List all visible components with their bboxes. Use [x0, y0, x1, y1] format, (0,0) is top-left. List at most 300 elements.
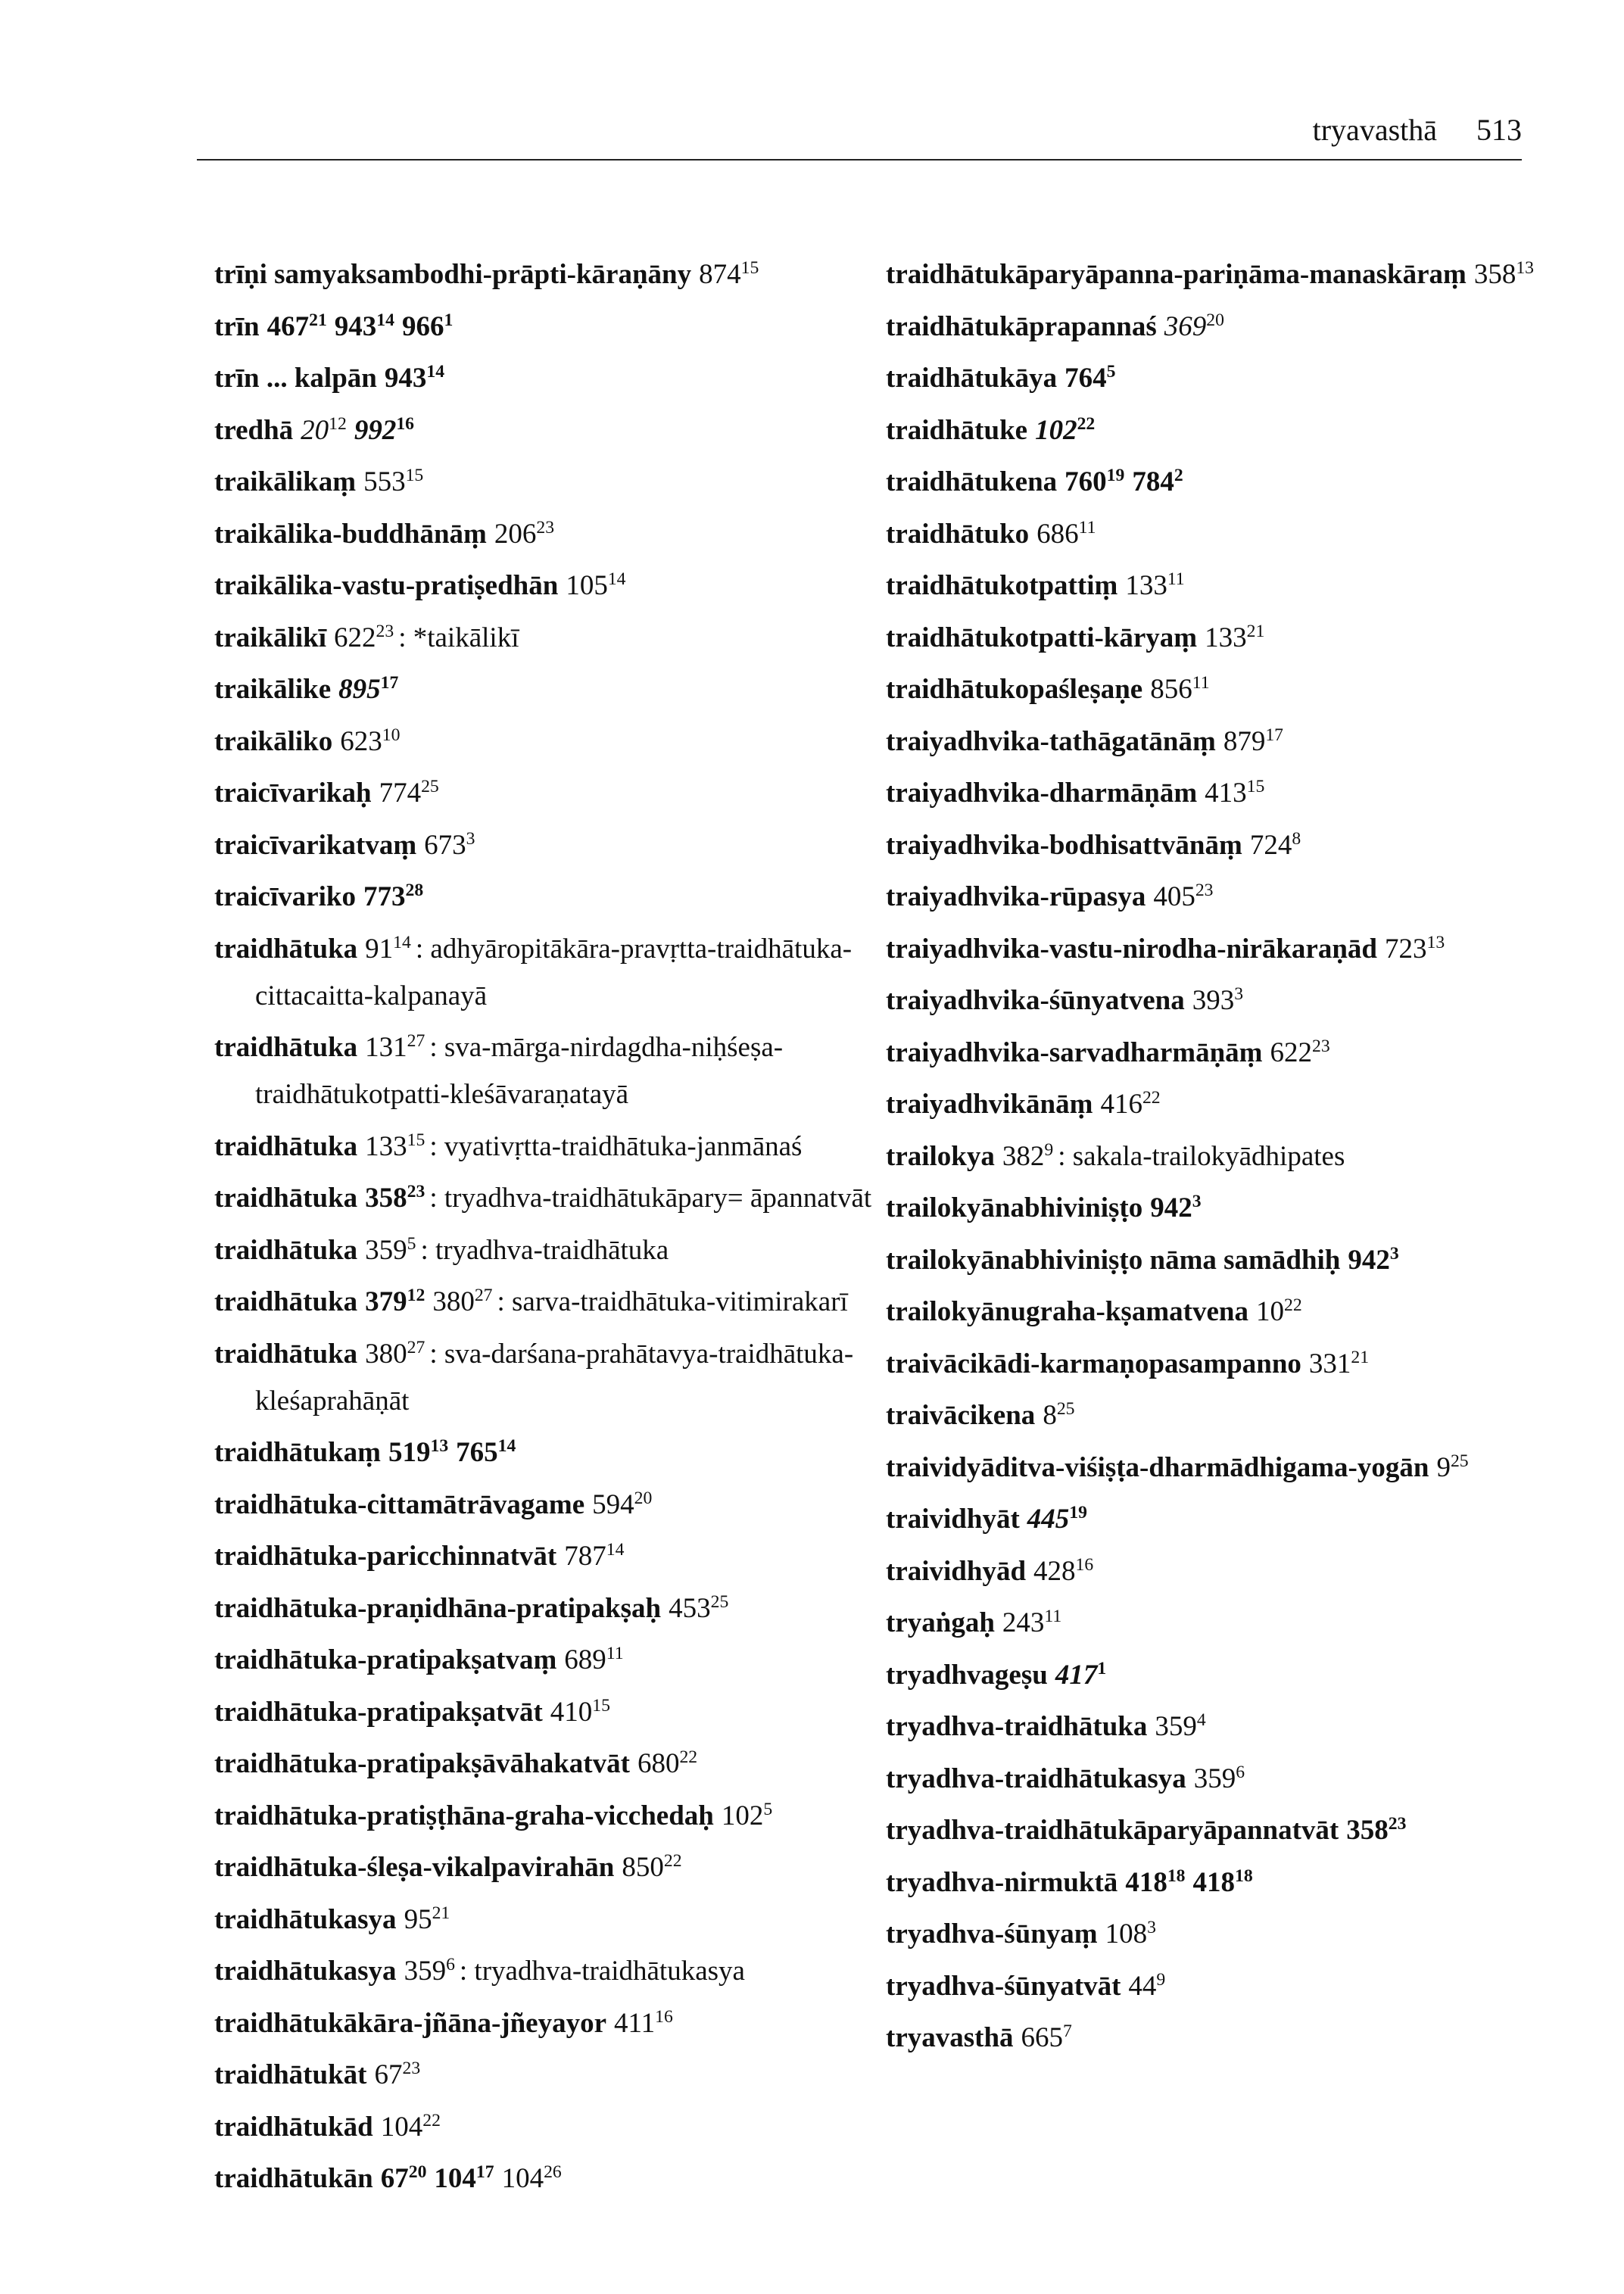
reference-page: 369	[1164, 310, 1207, 342]
page-reference	[434, 2163, 494, 2194]
index-entry	[214, 718, 881, 765]
page-reference	[669, 1593, 728, 1624]
reference-page: 418	[1125, 1866, 1167, 1898]
reference-line: 27	[407, 1030, 425, 1051]
reference-line: 7	[1063, 2021, 1072, 2041]
entry-headword: traidhātukāt	[214, 2059, 367, 2090]
page-reference	[614, 2008, 673, 2039]
index-entry	[214, 1279, 881, 1326]
page-reference	[301, 415, 347, 446]
index-entry	[214, 874, 881, 921]
reference-page: 416	[1100, 1089, 1142, 1120]
index-entry	[886, 770, 1567, 817]
entry-headword: trīn ... kalpān	[214, 363, 377, 394]
reference-page: 519	[388, 1437, 431, 1468]
index-entry	[214, 822, 881, 869]
reference-page: 773	[363, 881, 406, 912]
index-entry	[886, 459, 1567, 506]
reference-line: 12	[329, 413, 347, 434]
reference-page: 67	[380, 2163, 409, 2194]
entry-gloss: : sakala-trailokyādhipates	[1058, 1140, 1345, 1172]
reference-page: 411	[614, 2007, 656, 2039]
reference-page: 358	[1473, 259, 1516, 290]
reference-line: 22	[422, 2110, 441, 2130]
reference-page: 966	[401, 310, 444, 342]
page-reference	[402, 311, 453, 342]
entry-headword: traikāliko	[214, 725, 333, 757]
page-reference	[1033, 1556, 1093, 1587]
entry-headword: traidhātukotpattiṃ	[886, 570, 1118, 601]
entry-headword: tryavasthā	[886, 2022, 1014, 2053]
entry-headword: trailokyānugraha-kṣamatvena	[886, 1296, 1248, 1327]
page-reference	[1055, 1660, 1106, 1691]
page-reference	[424, 830, 475, 861]
index-entry	[214, 2000, 881, 2047]
reference-page: 760	[1064, 466, 1107, 497]
index-entry	[214, 1331, 881, 1425]
reference-line: 22	[1077, 413, 1096, 434]
reference-line: 2	[1174, 465, 1183, 485]
index-entry	[886, 2015, 1567, 2062]
page-reference	[1002, 1141, 1053, 1172]
index-entry	[214, 926, 881, 1020]
reference-page: 787	[564, 1541, 606, 1572]
entry-headword: traiyadhvika-sarvadharmāṇāṃ	[886, 1036, 1263, 1068]
reference-line: 25	[1450, 1451, 1469, 1471]
index-entry	[886, 666, 1567, 713]
reference-page: 942	[1150, 1192, 1192, 1223]
index-entry	[214, 2104, 881, 2151]
reference-line: 18	[1167, 1865, 1186, 1886]
reference-page: 417	[1055, 1659, 1098, 1691]
entry-gloss: : vyativṛtta-traidhātuka-janmānaś	[429, 1130, 803, 1162]
entry-headword: traidhātukena	[886, 466, 1058, 497]
reference-line: 17	[380, 672, 399, 693]
index-entry	[886, 1652, 1567, 1699]
index-entry	[214, 251, 881, 298]
page-reference	[340, 726, 400, 757]
reference-page: 359	[365, 1234, 407, 1266]
page-reference	[1125, 570, 1184, 601]
reference-page: 673	[424, 829, 466, 861]
reference-line: 25	[1056, 1398, 1075, 1419]
reference-page: 8	[1043, 1400, 1057, 1431]
reference-line: 20	[408, 2162, 427, 2182]
reference-line: 20	[634, 1488, 653, 1508]
page-reference	[374, 2059, 420, 2090]
reference-page: 622	[1270, 1036, 1312, 1068]
page-reference	[1256, 1296, 1302, 1327]
reference-page: 102	[721, 1800, 764, 1831]
index-entry	[214, 1482, 881, 1529]
entry-headword: traidhātukād	[214, 2111, 373, 2143]
entry-headword: traikālika-buddhānāṃ	[214, 518, 487, 550]
reference-page: 9	[1436, 1451, 1451, 1483]
reference-line: 14	[607, 569, 626, 589]
index-entry	[214, 511, 881, 558]
page-reference	[502, 2163, 562, 2194]
reference-line: 22	[1142, 1087, 1161, 1108]
reference-line: 26	[544, 2162, 562, 2182]
index-entry	[886, 355, 1567, 402]
entry-gloss: : adhyāropitākāra-pravṛtta-traidhātuka-cittacaitta-kalpanayā	[255, 933, 853, 1011]
reference-page: 405	[1153, 881, 1195, 912]
entry-headword: traidhātuka-pratipakṣatvāt	[214, 1696, 543, 1728]
index-entry	[214, 666, 881, 713]
page-reference	[699, 259, 759, 290]
page-reference	[1205, 622, 1264, 653]
index-entry	[214, 304, 881, 351]
entry-gloss: : sarva-traidhātuka-vitimirakarī	[497, 1286, 848, 1317]
index-entry	[214, 1124, 881, 1170]
page-reference	[1436, 1452, 1468, 1483]
entry-headword: traidhātukākāra-jñāna-jñeyayor	[214, 2007, 607, 2039]
index-entry	[214, 1533, 881, 1580]
reference-line: 13	[1426, 932, 1445, 952]
reference-page: 10	[1255, 1296, 1284, 1327]
index-entry	[886, 1185, 1567, 1232]
page-reference	[1002, 1607, 1061, 1638]
page-reference	[1021, 2022, 1072, 2053]
entry-headword: traidhātukasya	[214, 1903, 397, 1935]
reference-page: 453	[669, 1592, 711, 1624]
entry-headword: tryadhva-śūnyatvāt	[886, 1970, 1121, 2002]
entry-headword: traidhātuka	[214, 933, 358, 965]
index-entry	[214, 1024, 881, 1118]
reference-page: 359	[1193, 1763, 1236, 1794]
index-entry	[886, 822, 1567, 869]
entry-headword: trailokya	[886, 1140, 995, 1172]
page-reference	[592, 1489, 652, 1520]
reference-page: 428	[1033, 1555, 1076, 1587]
reference-line: 25	[710, 1591, 729, 1612]
reference-page: 622	[334, 622, 376, 653]
index-column-left	[214, 251, 881, 2208]
reference-line: 11	[1078, 517, 1096, 538]
reference-page: 724	[1249, 829, 1292, 861]
reference-line: 3	[1192, 1191, 1202, 1211]
entry-headword: tryadhvageṣu	[886, 1659, 1048, 1691]
reference-page: 382	[1002, 1140, 1045, 1172]
entry-headword: traiyadhvika-vastu-nirodha-nirākaraṇād	[886, 933, 1377, 965]
page-reference	[365, 1339, 425, 1370]
reference-line: 14	[497, 1435, 516, 1456]
page-reference	[494, 519, 554, 550]
index-entry	[214, 1741, 881, 1788]
reference-line: 12	[407, 1285, 425, 1305]
index-entry	[886, 1133, 1567, 1180]
index-entry	[886, 615, 1567, 662]
entry-gloss: : sva-mārga-nirdagdha-niḥśeṣa-traidhātukotpatti-kleśāvaraṇatayā	[255, 1032, 784, 1110]
reference-page: 44	[1128, 1970, 1157, 2002]
reference-page: 856	[1150, 674, 1192, 705]
index-entry	[214, 1429, 881, 1476]
entry-headword: traidhātuke	[886, 414, 1028, 446]
page-reference	[1192, 1867, 1252, 1898]
entry-headword: trīṇi samyaksambodhi-prāpti-kāraṇāny	[214, 259, 692, 290]
index-entry	[214, 407, 881, 454]
index-entry	[886, 1600, 1567, 1647]
header-rule	[197, 159, 1522, 161]
index-entry	[886, 1963, 1567, 2010]
reference-line: 5	[763, 1799, 773, 1819]
reference-page: 943	[334, 310, 377, 342]
entry-headword: traidhātuka	[214, 1130, 358, 1162]
page-reference	[1132, 466, 1183, 497]
entry-headword: traidhātuka	[214, 1234, 358, 1266]
reference-line: 20	[1206, 310, 1224, 330]
entry-headword: tryadhva-śūnyaṃ	[886, 1918, 1098, 1950]
reference-page: 359	[1155, 1711, 1197, 1742]
reference-line: 17	[475, 2162, 494, 2182]
page-reference	[404, 1904, 450, 1935]
index-entry	[214, 563, 881, 609]
entry-headword: traikālikī	[214, 622, 327, 653]
reference-page: 105	[566, 570, 608, 601]
reference-line: 11	[1167, 569, 1185, 589]
reference-line: 15	[740, 257, 759, 278]
reference-line: 14	[393, 932, 411, 952]
index-entry	[886, 1341, 1567, 1388]
index-entry	[886, 1548, 1567, 1595]
reference-page: 943	[384, 363, 427, 394]
reference-line: 13	[430, 1435, 449, 1456]
entry-headword: traicīvarikatvaṃ	[214, 829, 417, 861]
page-reference	[1105, 1918, 1156, 1950]
entry-headword: traikālikaṃ	[214, 466, 357, 497]
index-entry	[214, 1793, 881, 1840]
page-reference	[1474, 259, 1534, 290]
entry-headword: tryaṅgaḥ	[886, 1607, 995, 1638]
reference-line: 23	[407, 1181, 425, 1202]
reference-line: 21	[1246, 621, 1265, 641]
index-entry	[214, 1637, 881, 1684]
reference-line: 6	[446, 1954, 455, 1975]
reference-page: 879	[1223, 725, 1266, 757]
reference-line: 3	[1234, 983, 1244, 1004]
entry-headword: traidhātukān	[214, 2163, 373, 2194]
entry-headword: trailokyānabhiviniṣṭo	[886, 1192, 1143, 1223]
page-number: 513	[1476, 113, 1522, 147]
page-reference	[432, 1286, 492, 1317]
entry-headword: traidhātukopaśleṣaṇe	[886, 674, 1143, 705]
reference-page: 133	[365, 1130, 407, 1162]
reference-line: 14	[376, 310, 394, 330]
page-reference	[1164, 311, 1224, 342]
index-entry	[886, 407, 1567, 454]
reference-line: 21	[432, 1903, 450, 1923]
entry-gloss: : tryadhva-traidhātukasya	[459, 1956, 745, 1987]
reference-page: 243	[1002, 1607, 1045, 1638]
entry-headword: traidhātuka-pratipakṣāvāhakatvāt	[214, 1748, 630, 1779]
reference-page: 104	[380, 2111, 423, 2143]
page-reference	[1192, 985, 1243, 1016]
reference-page: 358	[365, 1183, 407, 1214]
page-reference	[1125, 1867, 1185, 1898]
reference-page: 359	[404, 1956, 447, 1987]
reference-page: 410	[550, 1696, 593, 1728]
reference-page: 680	[637, 1748, 680, 1779]
reference-line: 17	[1265, 725, 1283, 745]
entry-headword: traidhātukasya	[214, 1956, 397, 1987]
index-entry	[214, 1585, 881, 1632]
index-entry	[214, 459, 881, 506]
reference-line: 22	[663, 1850, 682, 1871]
index-entry	[886, 1911, 1567, 1958]
reference-line: 3	[1147, 1917, 1156, 1937]
entry-headword: traidhātuka	[214, 1286, 358, 1317]
reference-line: 21	[1351, 1347, 1370, 1367]
entry-headword: traidhātuka-pratipakṣatvaṃ	[214, 1644, 557, 1675]
page-reference	[1036, 519, 1096, 550]
entry-headword: tryadhva-nirmuktā	[886, 1866, 1118, 1898]
page-reference	[722, 1800, 772, 1831]
reference-line: 14	[426, 361, 445, 382]
reference-page: 67	[374, 2059, 403, 2090]
page-reference	[363, 466, 423, 497]
index-entry	[886, 1859, 1567, 1906]
index-entry	[886, 926, 1567, 973]
reference-line: 18	[1234, 1865, 1253, 1886]
entry-headword: traivācikādi-karmaṇopasampanno	[886, 1348, 1301, 1379]
reference-page: 380	[432, 1286, 475, 1317]
index-entry	[886, 304, 1567, 351]
index-entry	[214, 615, 881, 662]
reference-line: 5	[1106, 361, 1116, 382]
index-entry	[214, 2052, 881, 2099]
entry-headword: traiyadhvika-śūnyatvena	[886, 985, 1185, 1016]
index-entry	[886, 1081, 1567, 1128]
page-reference	[404, 1956, 455, 1987]
index-entry	[214, 1948, 881, 1995]
reference-page: 723	[1385, 933, 1427, 965]
entry-gloss: : sva-darśana-prahātavya-traidhātuka-kleśaprahāṇāt	[255, 1338, 854, 1417]
reference-line: 3	[466, 828, 475, 849]
reference-line: 4	[1196, 1710, 1206, 1730]
page-reference	[1064, 363, 1115, 394]
entry-headword: traidhātuko	[886, 518, 1030, 550]
page-reference	[365, 933, 411, 965]
reference-page: 331	[1308, 1348, 1351, 1379]
reference-line: 9	[1044, 1139, 1054, 1160]
reference-line: 19	[1106, 465, 1125, 485]
page-reference	[1128, 1971, 1165, 2002]
reference-page: 131	[365, 1032, 407, 1063]
reference-line: 23	[536, 517, 555, 538]
reference-page: 104	[434, 2163, 476, 2194]
reference-page: 380	[365, 1338, 407, 1370]
reference-page: 393	[1192, 985, 1235, 1016]
reference-line: 23	[1388, 1813, 1407, 1834]
page-reference	[1385, 933, 1445, 965]
reference-line: 10	[382, 725, 401, 745]
page-reference	[267, 311, 327, 342]
index-entry	[886, 977, 1567, 1024]
page-reference	[385, 363, 444, 394]
entry-headword: tryadhva-traidhātuka	[886, 1711, 1148, 1742]
entry-headword: traividyāditva-viśiṣṭa-dharmādhigama-yogān	[886, 1451, 1429, 1483]
reference-line: 11	[1192, 672, 1210, 693]
entry-headword: traiyadhvika-rūpasya	[886, 881, 1146, 912]
page-reference	[365, 1286, 425, 1317]
entry-headword: traidhātukāparyāpanna-pariṇāma-manaskāraṃ	[886, 259, 1467, 290]
reference-line: 9	[1156, 1969, 1166, 1990]
reference-line: 15	[405, 465, 424, 485]
reference-page: 91	[365, 933, 394, 965]
page-reference	[1043, 1400, 1074, 1431]
page-reference	[1027, 1504, 1087, 1535]
reference-page: 358	[1346, 1815, 1389, 1846]
page-reference	[564, 1541, 624, 1572]
running-head	[1313, 112, 1522, 148]
page-reference	[564, 1644, 623, 1675]
entry-headword: traidhātuka	[214, 1183, 358, 1214]
reference-page: 765	[456, 1437, 498, 1468]
reference-line: 23	[376, 621, 394, 641]
reference-page: 689	[564, 1644, 606, 1675]
reference-page: 623	[340, 725, 382, 757]
reference-line: 25	[421, 776, 439, 796]
reference-page: 418	[1192, 1866, 1235, 1898]
entry-headword: tryadhva-traidhātukasya	[886, 1763, 1186, 1794]
entry-headword: traiyadhvika-tathāgatānāṃ	[886, 725, 1216, 757]
page-reference	[1348, 1245, 1398, 1276]
page-reference	[334, 622, 394, 653]
reference-line: 11	[606, 1643, 624, 1663]
entry-headword: trailokyānabhiviniṣṭo nāma samādhiḥ	[886, 1244, 1341, 1276]
page-reference	[1346, 1815, 1406, 1846]
reference-page: 108	[1105, 1918, 1148, 1950]
entry-headword: traidhātuka-cittamātrāvagame	[214, 1488, 585, 1520]
entry-headword: traidhātukāprapannaś	[886, 310, 1157, 342]
page-reference	[354, 415, 414, 446]
reference-line: 3	[1389, 1243, 1399, 1264]
reference-line: 1	[1097, 1658, 1107, 1678]
page-reference	[365, 1183, 425, 1214]
reference-line: 5	[407, 1233, 416, 1254]
entry-headword: traivācikena	[886, 1400, 1036, 1431]
page-reference	[365, 1131, 425, 1162]
index-entry	[886, 1496, 1567, 1543]
page-reference	[566, 570, 625, 601]
page-reference	[1194, 1763, 1245, 1794]
page-reference	[381, 2163, 427, 2194]
page-reference	[1100, 1089, 1160, 1120]
entry-headword: traiyadhvika-dharmāṇām	[886, 778, 1198, 809]
reference-line: 16	[1075, 1554, 1094, 1575]
index-entry	[214, 2155, 881, 2202]
entry-headword: traidhātuka	[214, 1338, 358, 1370]
index-entry	[886, 1392, 1567, 1439]
page-reference	[550, 1697, 610, 1728]
page-reference	[1150, 674, 1209, 705]
entry-headword: traidhātuka-śleṣa-vikalpavirahān	[214, 1852, 615, 1883]
index-entry	[886, 511, 1567, 558]
index-entry	[886, 563, 1567, 609]
index-entry	[886, 1445, 1567, 1491]
page-reference	[381, 2112, 441, 2143]
reference-page: 133	[1125, 570, 1167, 601]
reference-line: 23	[1195, 880, 1214, 900]
entry-headword: traiyadhvikānāṃ	[886, 1089, 1093, 1120]
reference-line: 13	[1516, 257, 1535, 278]
reference-page: 553	[363, 466, 406, 497]
reference-page: 665	[1021, 2022, 1064, 2053]
entry-headword: tredhā	[214, 414, 294, 446]
reference-page: 764	[1064, 363, 1107, 394]
page-reference	[365, 1032, 425, 1063]
entry-headword: traicīvariko	[214, 881, 357, 912]
